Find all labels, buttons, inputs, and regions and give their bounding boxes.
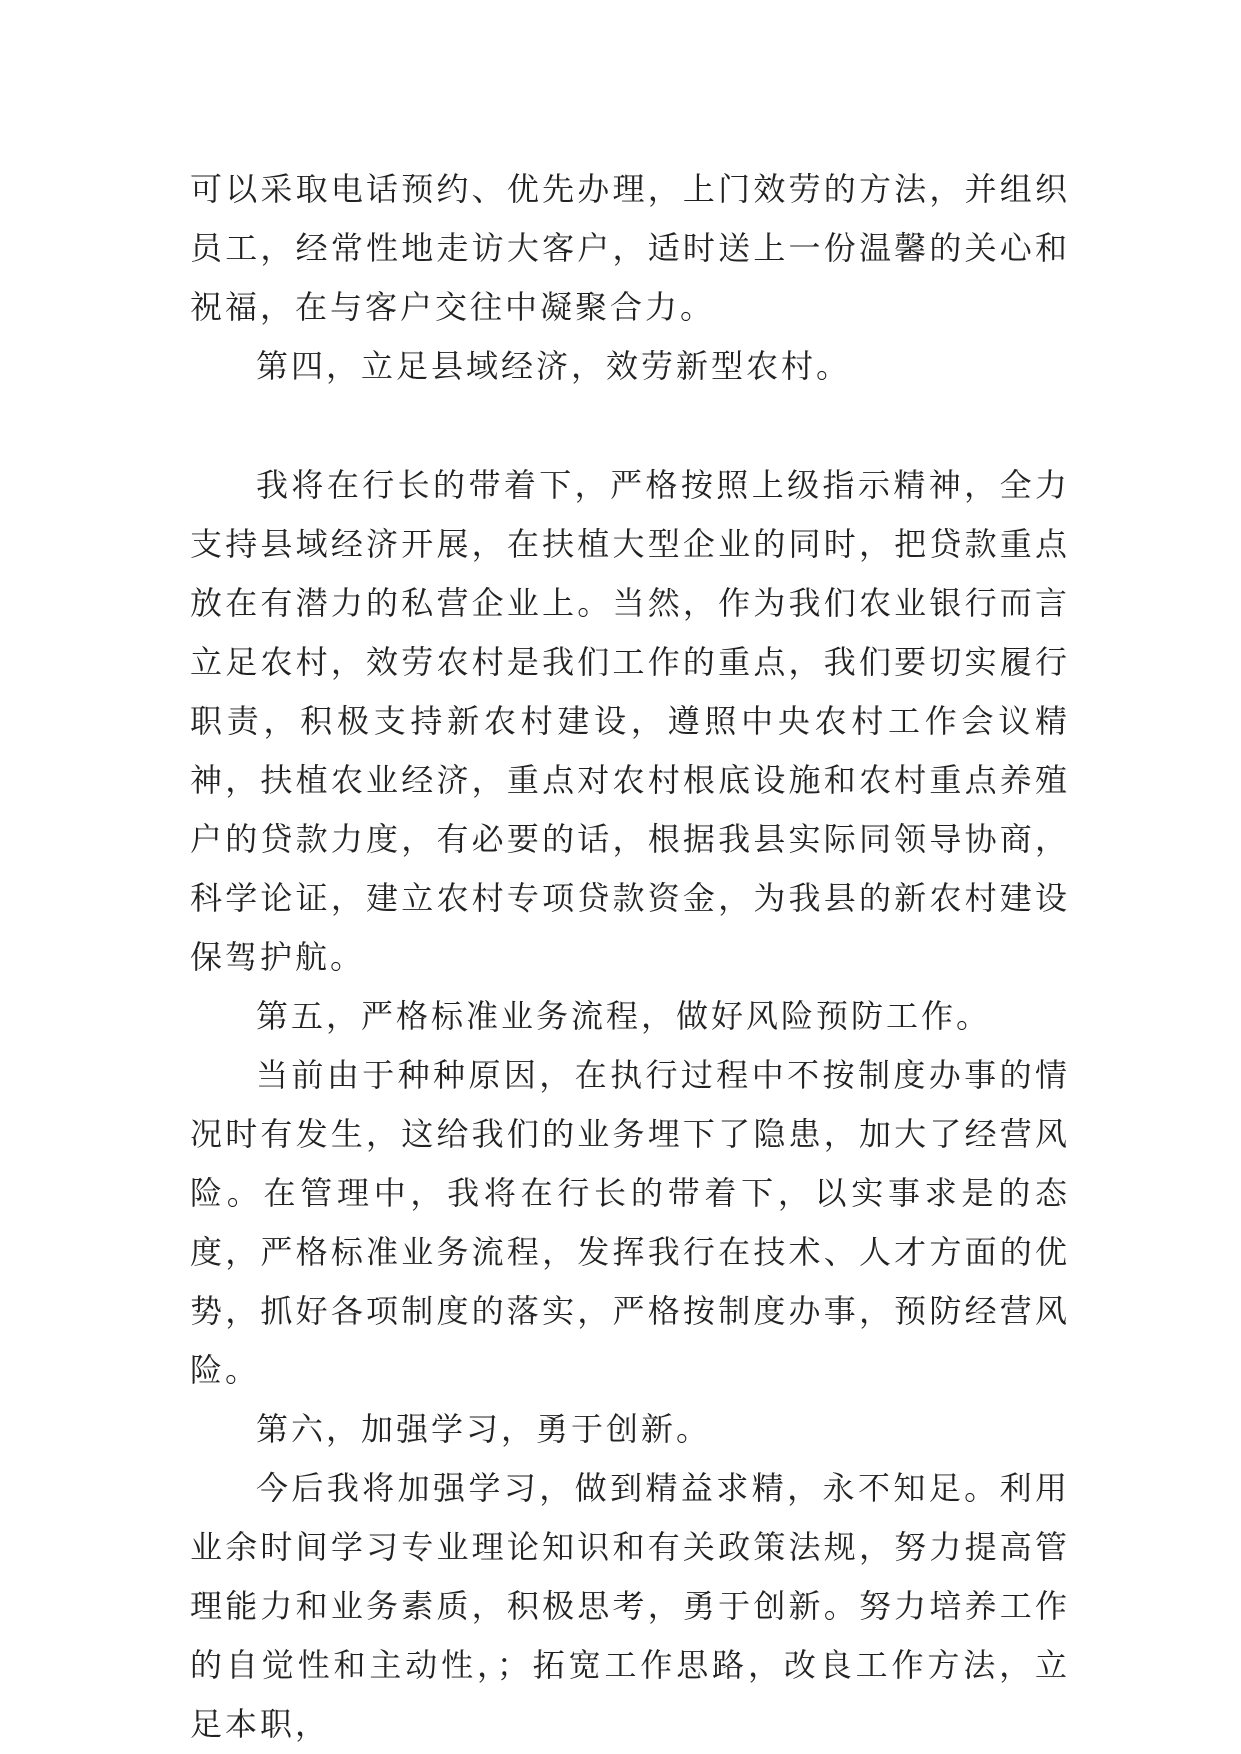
heading-point-four: 第四，立足县域经济，效劳新型农村。	[256, 347, 852, 385]
heading-point-five: 第五，严格标准业务流程，做好风险预防工作。	[256, 997, 992, 1035]
document-body	[190, 160, 1070, 1754]
heading-point-six: 第六，加强学习，勇于创新。	[256, 1410, 712, 1448]
paragraph-continuation: 可以采取电话预约、优先办理，上门效劳的方法，并组织员工，经常性地走访大客户，适时送上一份温馨的关心和祝福，在与客户交往中凝聚合力。	[190, 170, 1070, 326]
paragraph-spacer	[190, 396, 1070, 456]
paragraph-risk-prevention: 当前由于种种原因，在执行过程中不按制度办事的情况时有发生，这给我们的业务埋下了隐患，加大了经营风险。在管理中，我将在行长的带着下，以实事求是的态度，严格标准业务流程，发挥我行在技术、人才方面的优势，抓好各项制度的落实，严格按制度办事，预防经营风险。	[190, 1056, 1070, 1389]
paragraph-study-innovation: 今后我将加强学习，做到精益求精，永不知足。利用业余时间学习专业理论知识和有关政策法规，努力提高管理能力和业务素质，积极思考，勇于创新。努力培养工作的自觉性和主动性，；拓宽工作思路，改良工作方法，立足本职，	[190, 1469, 1070, 1743]
paragraph-rural-service: 我将在行长的带着下，严格按照上级指示精神，全力支持县域经济开展，在扶植大型企业的同时，把贷款重点放在有潜力的私营企业上。当然，作为我们农业银行而言立足农村，效劳农村是我们工作的重点，我们要切实履行职责，积极支持新农村建设，遵照中央农村工作会议精神，扶植农业经济，重点对农村根底设施和农村重点养殖户的贷款力度，有必要的话，根据我县实际同领导协商，科学论证，建立农村专项贷款资金，为我县的新农村建设保驾护航。	[190, 466, 1070, 976]
